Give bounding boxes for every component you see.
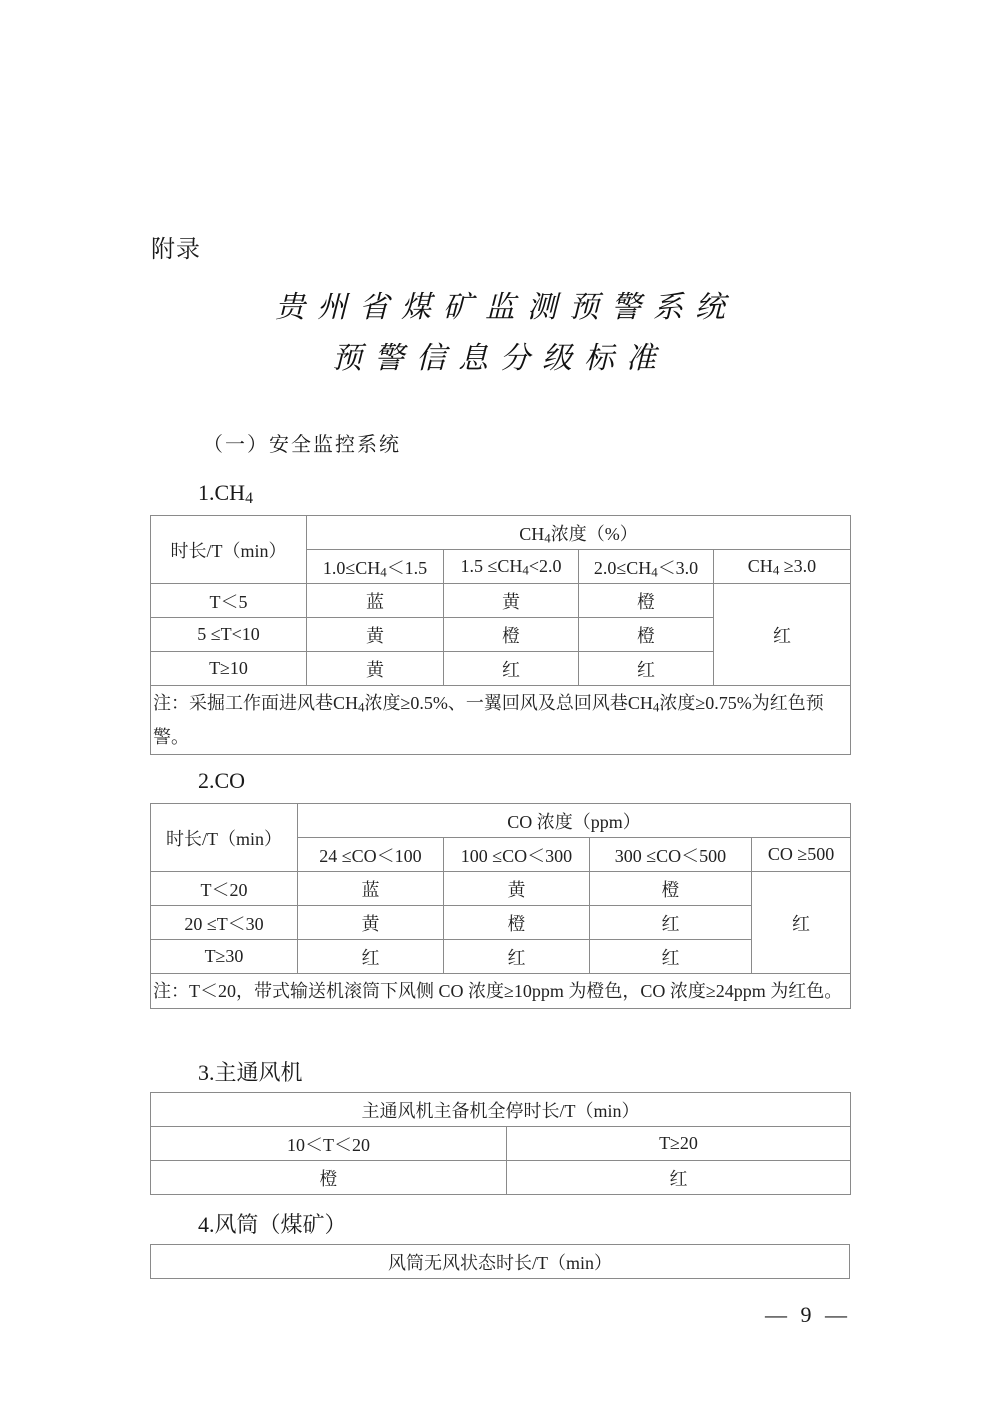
ch4-col-header: [444, 550, 579, 584]
table-cell: 红: [507, 1161, 851, 1195]
col-pre: 1.5 ≤CH: [460, 556, 523, 576]
main-fan-heading: 3.主通风机: [198, 1060, 303, 1085]
table-cell: 黄: [307, 618, 444, 652]
col-sub: 4: [522, 562, 529, 578]
note-sub: 4: [652, 699, 660, 715]
ch4-col-header: [579, 550, 714, 584]
co-table: [150, 803, 851, 1009]
ch4-header-row-1: [151, 516, 851, 550]
section-heading: （一）安全监控系统: [203, 432, 401, 456]
col-post: ＜3.0: [657, 557, 699, 578]
co-header-row-1: [151, 804, 851, 838]
table-cell: 红: [590, 906, 752, 940]
main-fan-header: 主通风机主备机全停时长/T（min）: [151, 1093, 851, 1127]
table-cell: 蓝: [298, 872, 444, 906]
main-fan-header-row: [151, 1093, 851, 1127]
table-cell: 橙: [579, 584, 714, 618]
row-label: 20 ≤T＜30: [151, 906, 298, 940]
table-cell: 黄: [298, 906, 444, 940]
document-title-line-2: 预警信息分级标准: [332, 341, 668, 376]
note-text: 注：采掘工作面进风巷CH: [153, 693, 359, 713]
main-fan-table: [150, 1092, 851, 1195]
col-post: ≥3.0: [779, 556, 817, 576]
table-cell: 红: [444, 940, 590, 974]
note-sub: 4: [358, 699, 365, 715]
table-row: [151, 872, 851, 906]
ch4-heading: [198, 480, 253, 506]
ch4-col-header: [307, 550, 444, 584]
table-cell: 橙: [444, 906, 590, 940]
col-post: <2.0: [528, 556, 562, 576]
duct-table: [150, 1244, 850, 1279]
row-label: T≥30: [151, 940, 298, 974]
note-row: [151, 974, 851, 1009]
col-post: ＜1.5: [386, 557, 428, 578]
co-group-header: CO 浓度（ppm）: [298, 804, 851, 838]
co-col-header: 300 ≤CO＜500: [590, 838, 752, 872]
table-cell: 蓝: [307, 584, 444, 618]
col-pre: CH: [747, 556, 773, 576]
table-row: [151, 584, 851, 618]
table-cell: 橙: [151, 1161, 507, 1195]
co-col-header: 24 ≤CO＜100: [298, 838, 444, 872]
ch4-group-header: [307, 516, 851, 550]
co-col-header: CO ≥500: [752, 838, 851, 872]
co-col-header: 100 ≤CO＜300: [444, 838, 590, 872]
table-cell: 橙: [590, 872, 752, 906]
col-sub: 4: [380, 563, 387, 579]
row-label: T＜5: [151, 584, 307, 618]
ch4-heading-text: 1.CH: [198, 480, 246, 505]
row-label: 5 ≤T<10: [151, 618, 307, 652]
note-text: 浓度≥0.75%为红色预警。: [153, 693, 824, 747]
ch4-group-header-prefix: CH: [519, 523, 545, 544]
appendix-label: 附录: [151, 235, 201, 263]
main-fan-col-header: T≥20: [507, 1127, 851, 1161]
table-cell: 红: [298, 940, 444, 974]
ch4-col-header: [714, 550, 851, 584]
table-row: [151, 906, 851, 940]
co-note: 注：T＜20，带式输送机滚筒下风侧 CO 浓度≥10ppm 为橙色，CO 浓度≥24ppm 为红色。: [151, 974, 851, 1009]
ch4-group-header-sub: 4: [544, 529, 551, 545]
page-number: — 9 —: [765, 1302, 851, 1327]
note-text: 浓度≥0.5%、一翼回风及总回风巷CH: [364, 693, 653, 713]
ch4-group-header-suffix: 浓度（%）: [550, 523, 638, 544]
col-pre: 2.0≤CH: [593, 557, 652, 578]
duct-header-row: [151, 1245, 850, 1279]
co-heading: 2.CO: [198, 768, 246, 793]
table-cell: 红: [590, 940, 752, 974]
note-row: [151, 686, 851, 755]
main-fan-columns-row: [151, 1127, 851, 1161]
document-title-line-1: 贵州省煤矿监测预警系统: [275, 290, 737, 325]
table-cell: 橙: [444, 618, 579, 652]
ch4-note: [151, 686, 851, 755]
main-fan-col-header: 10＜T＜20: [151, 1127, 507, 1161]
table-row: [151, 1161, 851, 1195]
table-row: [151, 940, 851, 974]
col-pre: 1.0≤CH: [322, 557, 381, 578]
ch4-heading-subscript: 4: [245, 489, 253, 507]
merged-cell: 红: [752, 872, 851, 974]
col-sub: 4: [651, 563, 658, 579]
table-cell: 红: [579, 652, 714, 686]
ch4-row-header: 时长/T（min）: [151, 516, 307, 584]
row-label: T＜20: [151, 872, 298, 906]
table-cell: 橙: [579, 618, 714, 652]
col-sub: 4: [772, 562, 780, 578]
table-cell: 黄: [307, 652, 444, 686]
co-row-header: 时长/T（min）: [151, 804, 298, 872]
merged-cell: 红: [714, 584, 851, 686]
table-cell: 红: [444, 652, 579, 686]
row-label: T≥10: [151, 652, 307, 686]
table-cell: 黄: [444, 872, 590, 906]
ch4-table: [150, 515, 851, 755]
duct-heading: 4.风筒（煤矿）: [198, 1212, 347, 1237]
duct-header: 风筒无风状态时长/T（min）: [151, 1245, 850, 1279]
table-cell: 黄: [444, 584, 579, 618]
